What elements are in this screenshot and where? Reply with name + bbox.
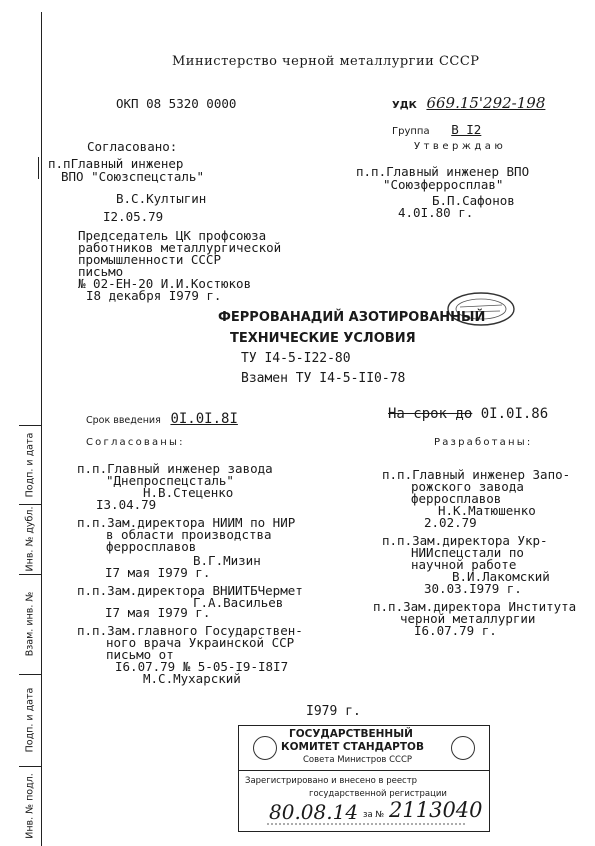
udk bbox=[392, 93, 545, 112]
text-line: I8 декабря I979 г. bbox=[86, 288, 222, 303]
group-value: В I2 bbox=[451, 122, 482, 137]
text-line: п.п.Зам.директора ВНИИТБЧермет bbox=[77, 583, 303, 598]
text-line: п.п.Главный инженер завода bbox=[77, 461, 273, 476]
text-line: ферросплавов bbox=[411, 491, 502, 506]
text-line: В.И.Лакомский bbox=[452, 569, 550, 584]
text-line: п.п.Зам.директора Института bbox=[373, 599, 577, 614]
udk-label: УДК bbox=[392, 100, 417, 111]
side-label: Взам. инв. № bbox=[24, 591, 36, 657]
term-label: На срок до bbox=[388, 406, 473, 422]
text-line: рожского завода bbox=[411, 479, 524, 494]
text-line: "Союзферросплав" bbox=[383, 177, 504, 192]
side-cell bbox=[19, 504, 41, 575]
side-cell bbox=[19, 766, 41, 846]
replaces-spec: Взамен ТУ I4-5-II0-78 bbox=[241, 371, 406, 386]
committee-line-3: Совета Министров СССР bbox=[303, 755, 413, 765]
udk-value: 669.15'292-198 bbox=[426, 94, 546, 112]
developed-heading: Разработаны: bbox=[434, 437, 533, 448]
side-label: Инв. № подл. bbox=[24, 773, 36, 839]
text-line: п.п.Главный инженер ВПО bbox=[356, 164, 530, 179]
text-line: Председатель ЦК профсоюза bbox=[78, 228, 267, 243]
text-line: В.Г.Мизин bbox=[193, 553, 261, 568]
text-line: ВПО "Союзспецсталь" bbox=[61, 169, 204, 184]
text-line: В.С.Култыгин bbox=[116, 191, 207, 206]
text-line: 30.03.I979 г. bbox=[424, 581, 522, 596]
committee-block bbox=[239, 726, 489, 771]
side-cell bbox=[19, 574, 41, 675]
text-line: черной металлургии bbox=[400, 611, 536, 626]
text-line: № 02-ЕН-20 И.И.Костюков bbox=[78, 276, 252, 291]
text-line: I2.05.79 bbox=[103, 209, 164, 224]
registration-stamp bbox=[238, 725, 490, 832]
text-line: Н.В.Стеценко bbox=[143, 485, 234, 500]
text-line: I6.07.79 г. bbox=[414, 623, 497, 638]
intro-label: Срок введения bbox=[86, 415, 161, 426]
doc-type-title: ТЕХНИЧЕСКИЕ УСЛОВИЯ bbox=[230, 331, 416, 346]
text-line: НИИспецстали по bbox=[411, 545, 524, 560]
text-line: п.п.Главный инженер Запо- bbox=[382, 467, 571, 482]
year: I979 г. bbox=[306, 704, 361, 719]
committee-line-2: КОМИТЕТ СТАНДАРТОВ bbox=[281, 741, 424, 753]
text-line: 2.02.79 bbox=[424, 515, 477, 530]
text-line: п.п.Зам.директора Укр- bbox=[382, 533, 548, 548]
bracket-mark bbox=[38, 157, 44, 179]
text-line: ного врача Украинской ССР bbox=[106, 635, 295, 650]
term-date: 0I.0I.86 bbox=[480, 406, 549, 422]
registration-number-label: за № bbox=[363, 810, 385, 820]
group-label: Группа bbox=[392, 126, 430, 137]
emblem-right-icon bbox=[451, 736, 475, 760]
text-line: письмо от bbox=[106, 647, 174, 662]
side-label: Подп. и дата bbox=[24, 432, 36, 498]
text-line: М.С.Мухарский bbox=[143, 671, 241, 686]
text-line: промышленности СССР bbox=[78, 252, 221, 267]
side-label: Инв. № дубл. bbox=[24, 506, 36, 572]
text-line: 4.0I.80 г. bbox=[398, 205, 474, 220]
text-line: I7 мая I979 г. bbox=[105, 605, 211, 620]
side-cell bbox=[19, 426, 41, 505]
product-title: ФЕРРОВАНАДИЙ АЗОТИРОВАННЫЙ bbox=[218, 310, 486, 325]
text-line: I3.04.79 bbox=[96, 497, 157, 512]
text-line: научной работе bbox=[411, 557, 517, 572]
ministry-title: Министерство черной металлургии СССР bbox=[172, 54, 480, 69]
group bbox=[392, 119, 493, 138]
spec-number: ТУ I4-5-I22-80 bbox=[241, 351, 351, 366]
margin-rule bbox=[41, 12, 42, 425]
emblem-left-icon bbox=[253, 736, 277, 760]
registered-line-2: государственной регистрации bbox=[309, 789, 447, 799]
registration-number: 2113040 bbox=[389, 798, 483, 822]
text-line: Б.П.Сафонов bbox=[432, 193, 515, 208]
approve-heading: Утверждаю bbox=[414, 141, 507, 152]
text-line: в области производства bbox=[106, 527, 272, 542]
term-date-row bbox=[388, 406, 548, 422]
text-line: "Днепроспецсталь" bbox=[106, 473, 234, 488]
side-label: Подп. и дата bbox=[24, 687, 36, 753]
text-line: работников металлургической bbox=[78, 240, 282, 255]
text-line: I6.07.79 № 5-05-I9-I8I7 bbox=[115, 659, 289, 674]
text-line: п.пГлавный инженер bbox=[48, 156, 184, 171]
text-line: п.п.Зам.директора НИИМ по НИР bbox=[77, 515, 296, 530]
text-line: Н.К.Матюшенко bbox=[438, 503, 536, 518]
text-line: ферросплавов bbox=[106, 539, 197, 554]
agreed-single-heading: Согласовано: bbox=[87, 139, 178, 154]
side-register-strip bbox=[19, 425, 42, 846]
underline-decor bbox=[267, 822, 467, 826]
registered-line-1: Зарегистрировано и внесено в реестр bbox=[245, 776, 418, 786]
intro-date: 0I.0I.8I bbox=[170, 411, 238, 427]
registration-date: 80.08.14 bbox=[269, 800, 359, 824]
agreed-plural-heading: Согласованы: bbox=[86, 437, 185, 448]
text-line: письмо bbox=[78, 264, 124, 279]
text-line: п.п.Зам.главного Государствен- bbox=[77, 623, 303, 638]
text-line: I7 мая I979 г. bbox=[105, 565, 211, 580]
okp-code: ОКП 08 5320 0000 bbox=[116, 96, 237, 111]
committee-line-1: ГОСУДАРСТВЕННЫЙ bbox=[289, 728, 413, 740]
intro-date-row bbox=[86, 408, 238, 427]
text-line: Г.А.Васильев bbox=[193, 595, 284, 610]
side-cell bbox=[19, 674, 41, 767]
